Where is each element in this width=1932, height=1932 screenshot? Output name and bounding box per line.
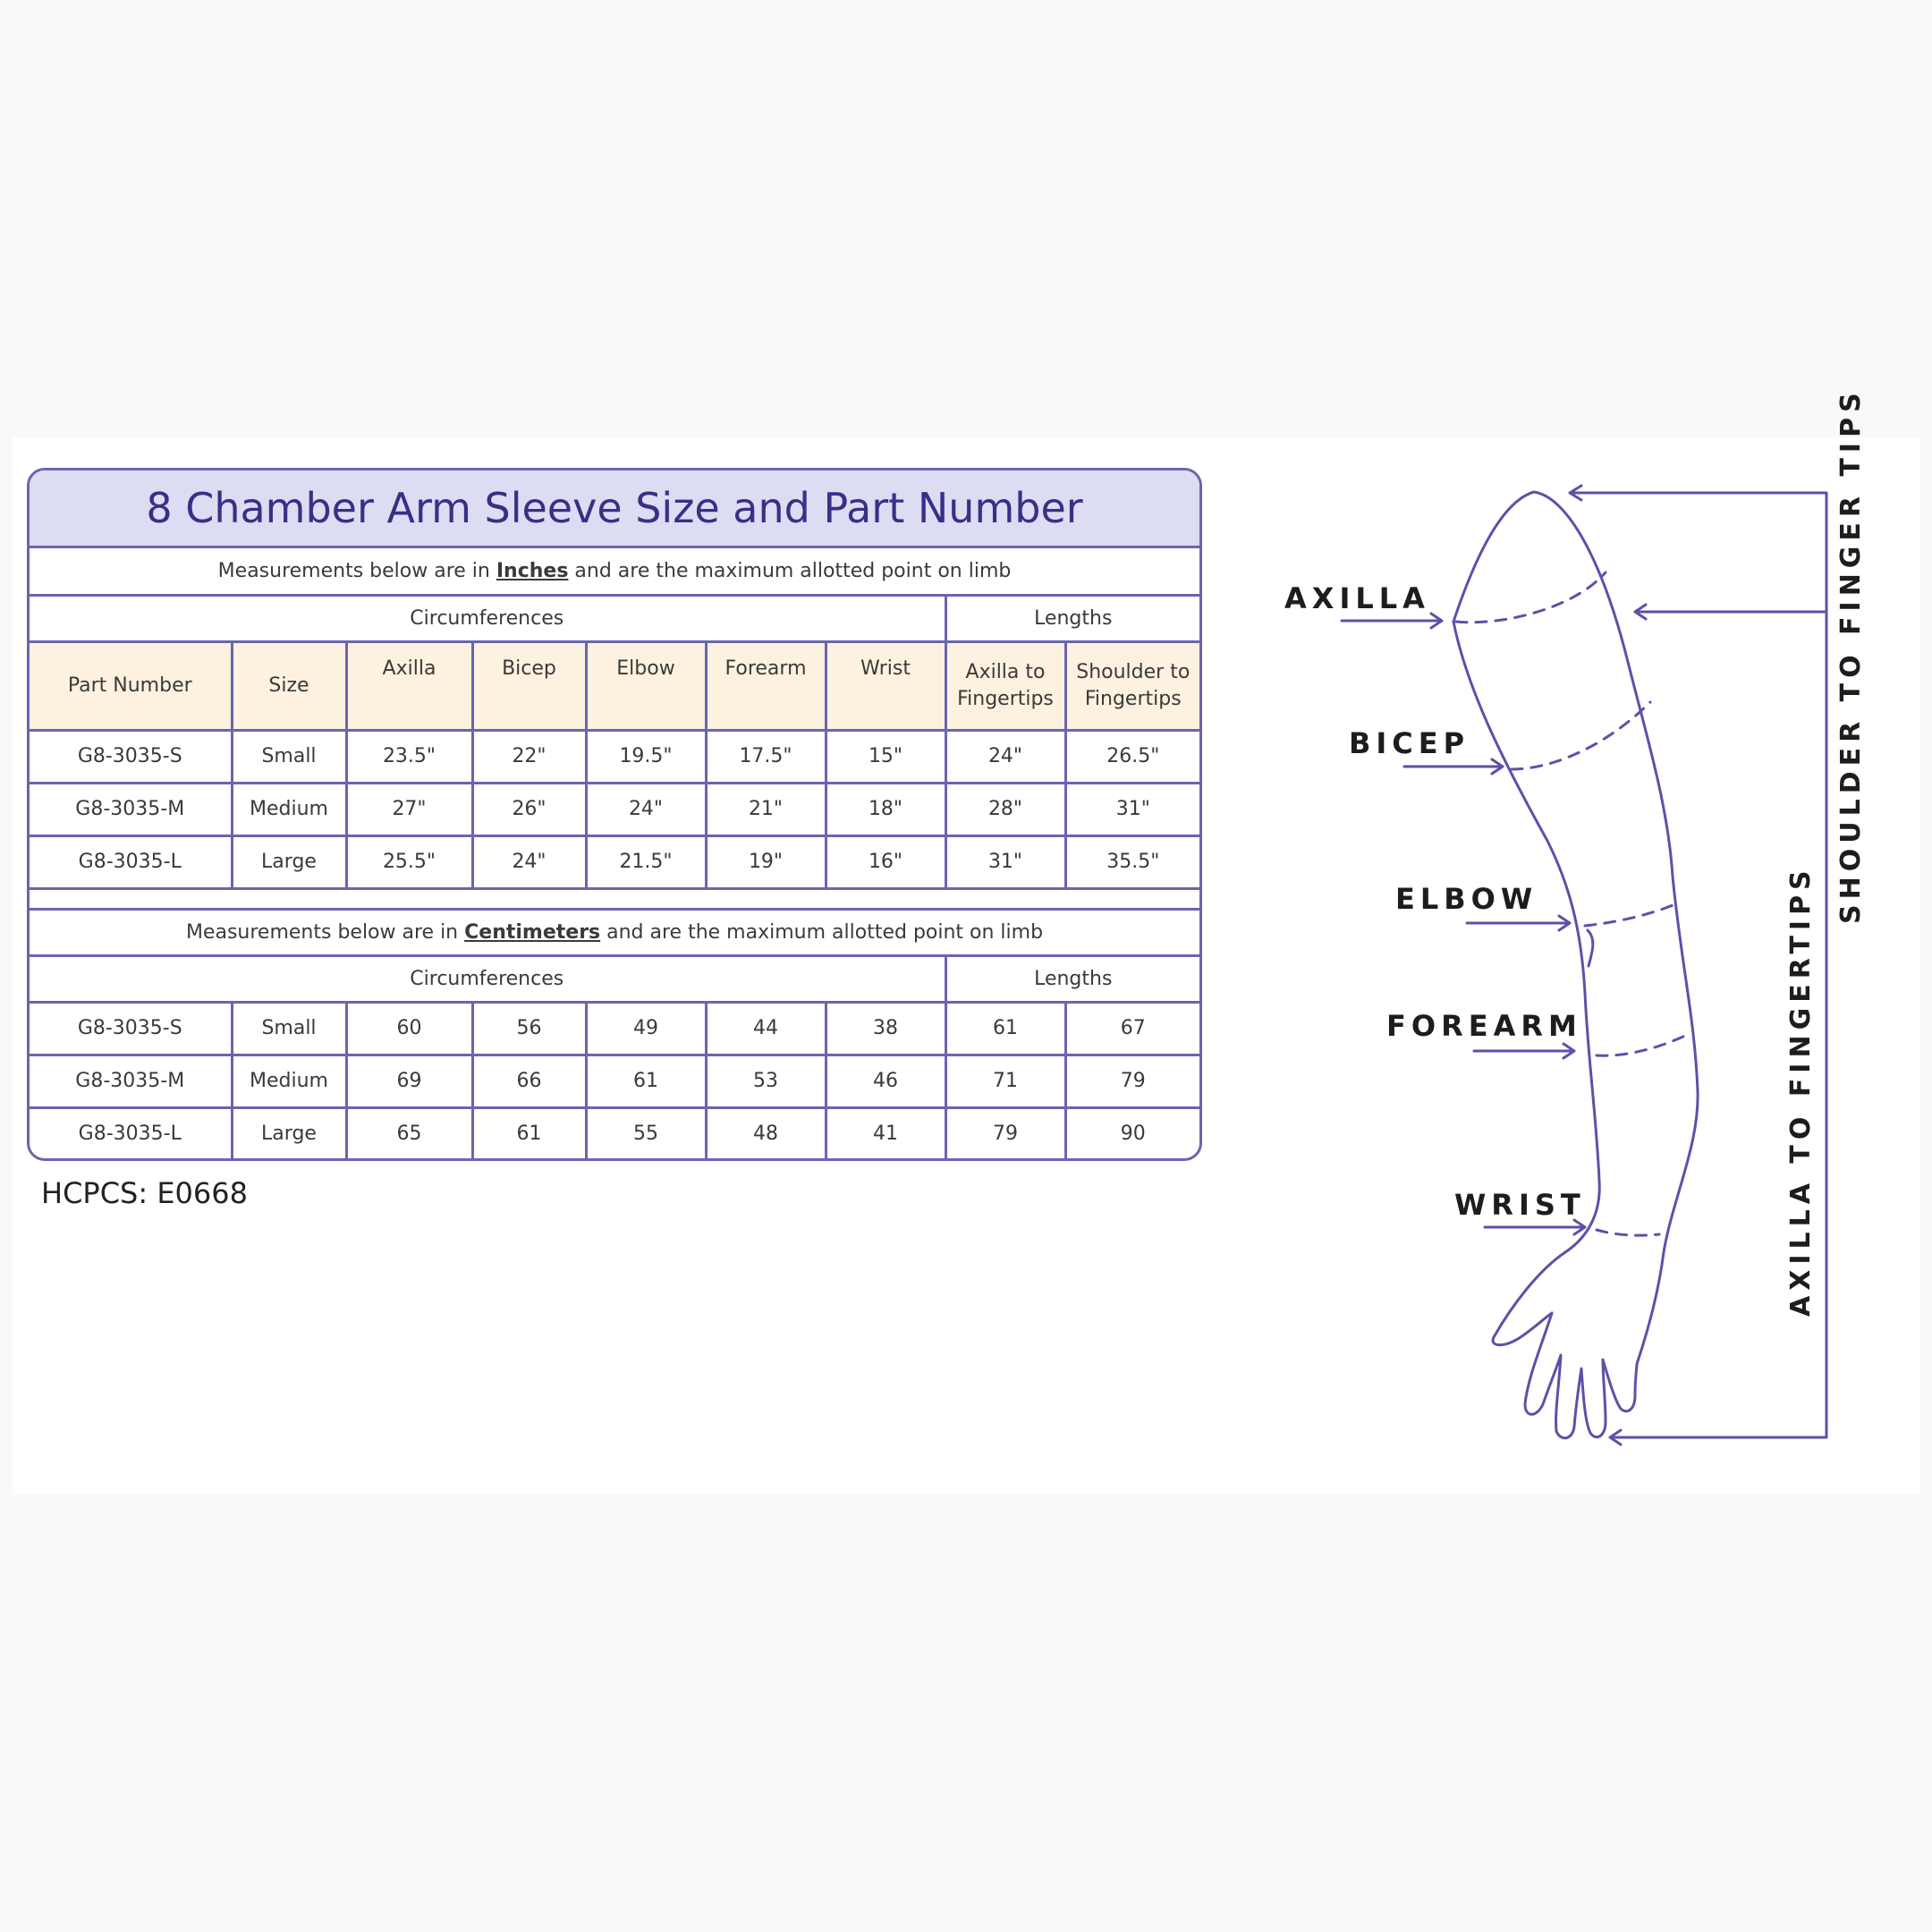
table-cell: 17.5"	[706, 730, 826, 783]
axilla-arrow	[1342, 614, 1442, 628]
table-cell: 65	[346, 1107, 472, 1159]
table-cell: G8-3035-M	[30, 783, 232, 835]
table-cell: 79	[1065, 1055, 1199, 1107]
table-cell: 61	[586, 1055, 706, 1107]
hand-outline	[1493, 1252, 1637, 1438]
table-cell: G8-3035-L	[30, 835, 232, 888]
column-header: Bicep	[472, 641, 586, 730]
table-cell: 44	[706, 1002, 826, 1055]
elbow-arrow	[1467, 916, 1570, 930]
column-header: Part Number	[30, 641, 232, 730]
lengths-header: Lengths	[945, 595, 1199, 641]
table-cell: 24"	[472, 835, 586, 888]
forearm-label: FOREARM	[1386, 1009, 1582, 1043]
table-cell: 69	[346, 1055, 472, 1107]
table-cell: 26"	[472, 783, 586, 835]
bicep-label: BICEP	[1349, 726, 1470, 760]
inches-note-unit: Inches	[496, 559, 569, 582]
cm-group-row	[30, 955, 1199, 1002]
table-cell: 21.5"	[586, 835, 706, 888]
table-row	[30, 1107, 1199, 1159]
hcpcs-code: HCPCS: E0668	[41, 1176, 248, 1210]
table-cell: 21"	[706, 783, 826, 835]
table-cell: 15"	[826, 730, 945, 783]
table-cell: Small	[232, 730, 346, 783]
elbow-measure-line	[1585, 903, 1677, 926]
column-header: Elbow	[586, 641, 706, 730]
inches-note-row	[30, 548, 1199, 595]
table-cell: 61	[472, 1107, 586, 1159]
axilla-to-fingertips-label: AXILLA TO FINGERTIPS	[1785, 865, 1817, 1317]
table-cell: 61	[945, 1002, 1065, 1055]
elbow-crease	[1588, 930, 1593, 966]
wrist-arrow	[1485, 1220, 1585, 1234]
table-cell: 25.5"	[346, 835, 472, 888]
table-cell: 19"	[706, 835, 826, 888]
forearm-measure-line	[1597, 1033, 1690, 1055]
table-cell: 26.5"	[1065, 730, 1199, 783]
column-header: Wrist	[826, 641, 945, 730]
inches-group-row	[30, 595, 1199, 641]
table-row	[30, 730, 1199, 783]
cm-note-suffix: and are the maximum allotted point on limb	[600, 920, 1044, 944]
table-cell: G8-3035-S	[30, 1002, 232, 1055]
inches-note-suffix: and are the maximum allotted point on limb	[568, 559, 1012, 582]
table-cell: 31"	[1065, 783, 1199, 835]
cm-note-row	[30, 909, 1199, 955]
table-cell: 24"	[945, 730, 1065, 783]
column-header: Axilla to Fingertips	[945, 641, 1065, 730]
size-chart-card	[27, 468, 1202, 1161]
table-cell: 79	[945, 1107, 1065, 1159]
table-cell: 53	[706, 1055, 826, 1107]
lengths-header: Lengths	[945, 955, 1199, 1002]
shoulder-to-finger-tips-label: SHOULDER TO FINGER TIPS	[1835, 387, 1867, 924]
circumferences-header: Circumferences	[30, 595, 945, 641]
axilla-measure-line	[1456, 572, 1606, 623]
table-cell: G8-3035-S	[30, 730, 232, 783]
table-cell: Small	[232, 1002, 346, 1055]
wrist-measure-line	[1597, 1230, 1659, 1235]
table-cell: G8-3035-L	[30, 1107, 232, 1159]
inches-note-prefix: Measurements below are in	[217, 559, 496, 582]
column-header: Size	[232, 641, 346, 730]
table-row	[30, 1055, 1199, 1107]
table-cell: 23.5"	[346, 730, 472, 783]
section-spacer	[30, 888, 1199, 909]
column-header: Forearm	[706, 641, 826, 730]
table-cell: Large	[232, 1107, 346, 1159]
table-cell: 56	[472, 1002, 586, 1055]
table-row	[30, 783, 1199, 835]
cm-note-prefix: Measurements below are in	[185, 920, 465, 944]
table-cell: Medium	[232, 783, 346, 835]
axilla-bracket-arrow	[1635, 605, 1826, 619]
table-cell: 22"	[472, 730, 586, 783]
bicep-measure-line	[1512, 702, 1650, 769]
arm-inner-edge	[1453, 622, 1599, 1252]
table-cell: 46	[826, 1055, 945, 1107]
inches-note	[30, 548, 1199, 595]
circumferences-header: Circumferences	[30, 955, 945, 1002]
table-cell: 60	[346, 1002, 472, 1055]
forearm-arrow	[1474, 1044, 1574, 1058]
chart-title: 8 Chamber Arm Sleeve Size and Part Number	[146, 484, 1083, 532]
elbow-label: ELBOW	[1395, 882, 1538, 916]
size-table	[30, 548, 1199, 1159]
cm-note	[30, 909, 1199, 955]
table-cell: G8-3035-M	[30, 1055, 232, 1107]
table-cell: 31"	[945, 835, 1065, 888]
table-cell: 48	[706, 1107, 826, 1159]
table-cell: 41	[826, 1107, 945, 1159]
table-cell: 24"	[586, 783, 706, 835]
table-cell: 18"	[826, 783, 945, 835]
table-cell: 55	[586, 1107, 706, 1159]
table-cell: 90	[1065, 1107, 1199, 1159]
table-cell: 27"	[346, 783, 472, 835]
table-cell: 19.5"	[586, 730, 706, 783]
table-cell: Large	[232, 835, 346, 888]
table-row	[30, 835, 1199, 888]
table-cell: 71	[945, 1055, 1065, 1107]
column-header: Axilla	[346, 641, 472, 730]
table-cell: 16"	[826, 835, 945, 888]
table-cell: 67	[1065, 1002, 1199, 1055]
arm-diagram	[1252, 387, 1914, 1467]
table-row	[30, 1002, 1199, 1055]
bicep-arrow	[1404, 759, 1503, 774]
table-cell: 66	[472, 1055, 586, 1107]
column-header-row	[30, 641, 1199, 730]
wrist-label: WRIST	[1454, 1188, 1586, 1222]
axilla-label: AXILLA	[1284, 581, 1430, 615]
table-cell: Medium	[232, 1055, 346, 1107]
table-cell: 35.5"	[1065, 835, 1199, 888]
table-cell: 38	[826, 1002, 945, 1055]
column-header: Shoulder to Fingertips	[1065, 641, 1199, 730]
table-cell: 28"	[945, 783, 1065, 835]
table-cell: 49	[586, 1002, 706, 1055]
title-bar	[30, 470, 1199, 548]
cm-note-unit: Centimeters	[464, 920, 601, 944]
